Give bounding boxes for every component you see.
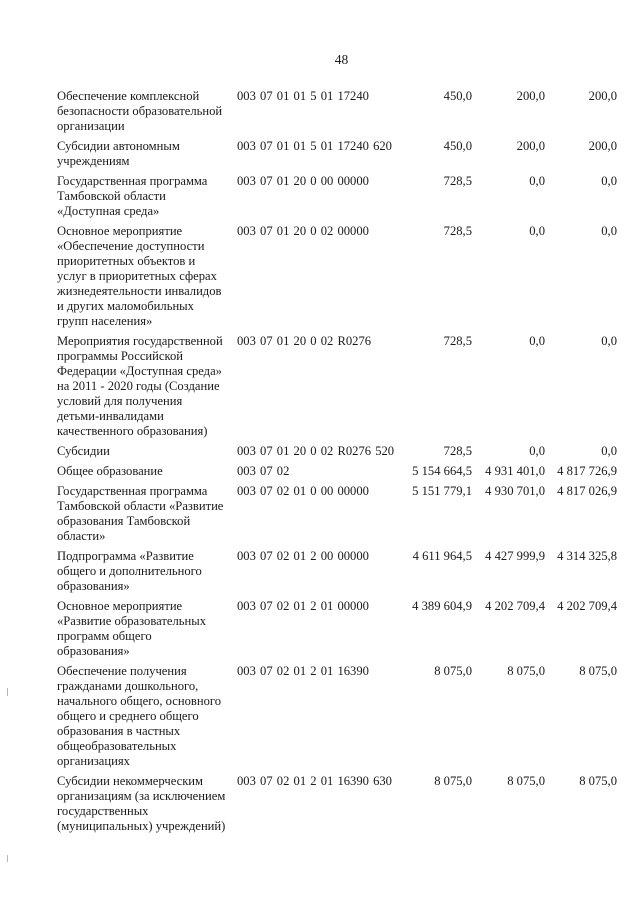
row-amount-year-2: 4 202 709,4 [485, 599, 545, 613]
row-amount-year-1: 728,5 [443, 224, 472, 238]
row-amount-year-2: 0,0 [529, 224, 545, 238]
row-amount-year-1: 4 611 964,5 [412, 549, 472, 563]
row-codes: 003 07 02 01 0 00 00000 [237, 484, 369, 498]
row-amount-year-3: 4 817 726,9 [557, 464, 617, 478]
row-amount-year-1: 5 154 664,5 [412, 464, 472, 478]
table-row [57, 549, 625, 594]
row-amount-year-3: 4 314 325,8 [557, 549, 617, 563]
row-amount-year-1: 450,0 [443, 139, 472, 153]
table-row [57, 464, 625, 479]
row-codes: 003 07 01 20 0 00 00000 [237, 174, 369, 188]
table-row [57, 664, 625, 769]
row-amount-year-1: 728,5 [443, 174, 472, 188]
row-codes: 003 07 01 01 5 01 17240 [237, 89, 369, 103]
row-amount-year-3: 0,0 [601, 224, 617, 238]
row-amount-year-1: 728,5 [443, 444, 472, 458]
row-amount-year-2: 8 075,0 [507, 664, 545, 678]
row-codes: 003 07 02 01 2 01 16390 [237, 664, 369, 678]
row-codes: 003 07 01 01 5 01 17240 620 [237, 139, 392, 153]
row-codes: 003 07 02 [237, 464, 290, 478]
row-amount-year-2: 4 930 701,0 [485, 484, 545, 498]
row-amount-year-3: 8 075,0 [579, 774, 617, 788]
row-codes: 003 07 02 01 2 00 00000 [237, 549, 369, 563]
row-name: Общее образование [57, 464, 163, 478]
row-amount-year-1: 8 075,0 [434, 664, 472, 678]
row-name: Обеспечение комплексной безопасности образовательной организации [57, 89, 223, 133]
row-codes: 003 07 02 01 2 01 00000 [237, 599, 369, 613]
table-row [57, 334, 625, 439]
row-codes: 003 07 01 20 0 02 R0276 [237, 334, 372, 348]
table-row [57, 444, 625, 459]
table-row [57, 774, 625, 834]
row-name: Подпрограмма «Развитие общего и дополнительного образования» [57, 549, 202, 593]
row-name: Основное мероприятие «Развитие образовательных программ общего образования» [57, 599, 206, 658]
table-row [57, 89, 625, 134]
row-name: Субсидии [57, 444, 110, 458]
row-name: Государственная программа Тамбовской области «Развитие образования Тамбовской области» [57, 484, 224, 543]
row-codes: 003 07 02 01 2 01 16390 630 [237, 774, 392, 788]
scan-margin-mark [7, 688, 8, 696]
row-amount-year-3: 200,0 [588, 89, 617, 103]
row-name: Субсидии некоммерческим организациям (за исключением государственных (муниципальных) учреждений) [57, 774, 226, 833]
row-codes: 003 07 01 20 0 02 00000 [237, 224, 369, 238]
row-name: Мероприятия государственной программы Российской Федерации «Доступная среда» на 2011 - 2020 годы (Создание условий для получения детьми-инвалидами качественного образования) [57, 334, 223, 438]
row-amount-year-3: 8 075,0 [579, 664, 617, 678]
row-amount-year-1: 450,0 [443, 89, 472, 103]
row-amount-year-2: 4 931 401,0 [485, 464, 545, 478]
budget-table [57, 89, 625, 834]
row-name: Обеспечение получения гражданами дошкольного, начального общего, основного общего и среднего общего образования в частных общеобразовательных организациях [57, 664, 222, 768]
scan-margin-mark [7, 855, 8, 862]
table-row [57, 139, 625, 169]
row-amount-year-1: 5 151 779,1 [412, 484, 472, 498]
row-name: Субсидии автономным учреждениям [57, 139, 180, 168]
row-amount-year-3: 0,0 [601, 174, 617, 188]
table-row [57, 224, 625, 329]
row-amount-year-2: 200,0 [516, 89, 545, 103]
row-name: Государственная программа Тамбовской области «Доступная среда» [57, 174, 208, 218]
table-row [57, 174, 625, 219]
row-amount-year-1: 8 075,0 [434, 774, 472, 788]
row-amount-year-1: 4 389 604,9 [412, 599, 472, 613]
table-row [57, 484, 625, 544]
row-amount-year-3: 4 817 026,9 [557, 484, 617, 498]
row-amount-year-2: 0,0 [529, 174, 545, 188]
row-amount-year-2: 4 427 999,9 [485, 549, 545, 563]
row-amount-year-2: 200,0 [516, 139, 545, 153]
row-codes: 003 07 01 20 0 02 R0276 520 [237, 444, 395, 458]
row-amount-year-3: 4 202 709,4 [557, 599, 617, 613]
table-row [57, 599, 625, 659]
row-amount-year-1: 728,5 [443, 334, 472, 348]
row-name: Основное мероприятие «Обеспечение доступности приоритетных объектов и услуг в приоритетных сферах жизнедеятельности инвалидов и других маломобильных групп населения» [57, 224, 222, 328]
row-amount-year-2: 0,0 [529, 444, 545, 458]
row-amount-year-3: 0,0 [601, 444, 617, 458]
row-amount-year-2: 8 075,0 [507, 774, 545, 788]
row-amount-year-3: 0,0 [601, 334, 617, 348]
row-amount-year-2: 0,0 [529, 334, 545, 348]
page-number: 48 [334, 52, 349, 67]
row-amount-year-3: 200,0 [588, 139, 617, 153]
